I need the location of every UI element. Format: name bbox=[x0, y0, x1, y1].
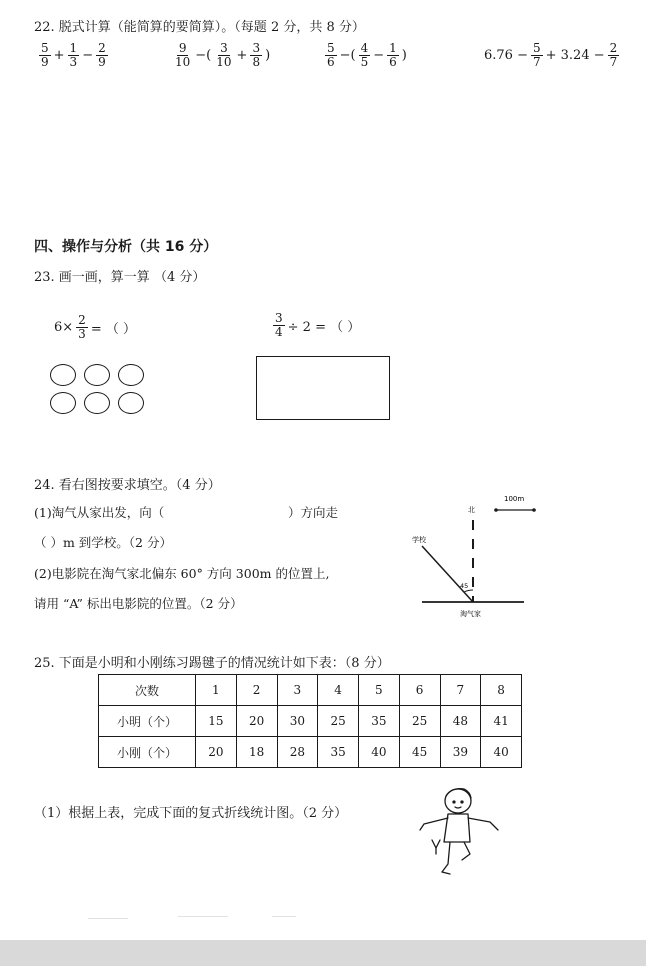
q23-circle bbox=[118, 392, 144, 414]
table-header-cell: 3 bbox=[277, 675, 318, 706]
q23-title: 23. 画一画，算一算 （4 分） bbox=[34, 270, 206, 285]
section-4-title: 四、操作与分析（共 16 分） bbox=[34, 239, 218, 255]
q25-stats-table bbox=[98, 674, 522, 768]
table-cell: 25 bbox=[318, 706, 359, 737]
table-header-cell: 7 bbox=[440, 675, 481, 706]
table-header-cell: 1 bbox=[196, 675, 237, 706]
table-cell: 小明（个） bbox=[99, 706, 196, 737]
q24-line-3: (2)电影院在淘气家北偏东 60° 方向 300m 的位置上, bbox=[34, 566, 330, 581]
q24-map-diagram bbox=[400, 484, 550, 624]
angle-arc bbox=[464, 590, 473, 592]
table-cell: 小刚（个） bbox=[99, 737, 196, 768]
q25-subquestion-1: （1）根据上表，完成下面的复式折线统计图。（2 分） bbox=[34, 806, 348, 821]
table-header-cell: 2 bbox=[236, 675, 277, 706]
q22-expr-2: $\frac{9}{10}$ −( $\frac{3}{10}$ + $\frac{3}{8}$ ) bbox=[175, 41, 271, 69]
scale-bar-end bbox=[532, 508, 536, 512]
q25-title: 25. 下面是小明和小刚练习踢毽子的情况统计如下表：（8 分） bbox=[34, 656, 390, 671]
q23-drawing-rectangle bbox=[256, 356, 390, 420]
table-header-cell: 8 bbox=[481, 675, 522, 706]
table-cell: 18 bbox=[236, 737, 277, 768]
page-bottom-gray-band bbox=[0, 940, 646, 966]
table-header-cell: 5 bbox=[359, 675, 400, 706]
table-row bbox=[99, 675, 522, 706]
q23-circle bbox=[84, 364, 110, 386]
table-cell: 35 bbox=[318, 737, 359, 768]
kid-kicking-shuttlecock-illustration bbox=[414, 784, 504, 884]
table-cell: 39 bbox=[440, 737, 481, 768]
q22-expr-3: $\frac{5}{6}$ −( $\frac{4}{5}$ − $\frac{1}{6}$ ) bbox=[327, 41, 407, 69]
q23-circle bbox=[118, 364, 144, 386]
table-cell: 45 bbox=[399, 737, 440, 768]
q22-title: 22. 脱式计算（能简算的要简算）。（每题 2 分，共 8 分） bbox=[34, 20, 365, 35]
table-cell: 35 bbox=[359, 706, 400, 737]
q22-expr-4: 6.76 − $\frac{5}{7}$ + 3.24 − $\frac{2}{7}$ bbox=[484, 41, 618, 69]
table-cell: 20 bbox=[196, 737, 237, 768]
q24-title: 24. 看右图按要求填空。（4 分） bbox=[34, 478, 221, 493]
table-cell: 48 bbox=[440, 706, 481, 737]
q22-expr-1: $\frac{5}{9}$ + $\frac{1}{3}$ − $\frac{2}{9}$ bbox=[41, 41, 106, 69]
q23-circle bbox=[50, 392, 76, 414]
table-header-cell: 4 bbox=[318, 675, 359, 706]
q23-expr-1: 6× $\frac{2}{3}$ = （ ） bbox=[54, 313, 136, 341]
table-row bbox=[99, 737, 522, 768]
q24-line-1b: ）方向走 bbox=[288, 505, 339, 520]
scale-label: 100m bbox=[504, 495, 525, 503]
school-direction-line bbox=[422, 546, 473, 602]
faint-mark bbox=[178, 916, 228, 917]
north-label: 北 bbox=[468, 506, 475, 514]
home-label: 淘气家 bbox=[460, 610, 481, 618]
scale-bar-end bbox=[494, 508, 498, 512]
table-cell: 40 bbox=[481, 737, 522, 768]
table-header-cell: 次数 bbox=[99, 675, 196, 706]
table-cell: 20 bbox=[236, 706, 277, 737]
table-cell: 41 bbox=[481, 706, 522, 737]
table-cell: 30 bbox=[277, 706, 318, 737]
table-cell: 28 bbox=[277, 737, 318, 768]
angle-label: 45 bbox=[460, 582, 469, 590]
faint-mark bbox=[272, 916, 296, 917]
q24-line-1a: (1)淘气从家出发，向（ bbox=[34, 505, 165, 520]
faint-mark bbox=[88, 918, 128, 919]
q23-circle bbox=[50, 364, 76, 386]
school-label: 学校 bbox=[412, 536, 426, 544]
q23-circle bbox=[84, 392, 110, 414]
table-cell: 25 bbox=[399, 706, 440, 737]
table-cell: 15 bbox=[196, 706, 237, 737]
table-header-cell: 6 bbox=[399, 675, 440, 706]
table-cell: 40 bbox=[359, 737, 400, 768]
q24-line-4: 请用 “A” 标出电影院的位置。（2 分） bbox=[34, 596, 243, 611]
table-row bbox=[99, 706, 522, 737]
q23-expr-2: $\frac{3}{4}$ ÷ 2 = （ ） bbox=[275, 311, 361, 339]
q24-line-2: （ ）m 到学校。（2 分） bbox=[34, 535, 172, 550]
